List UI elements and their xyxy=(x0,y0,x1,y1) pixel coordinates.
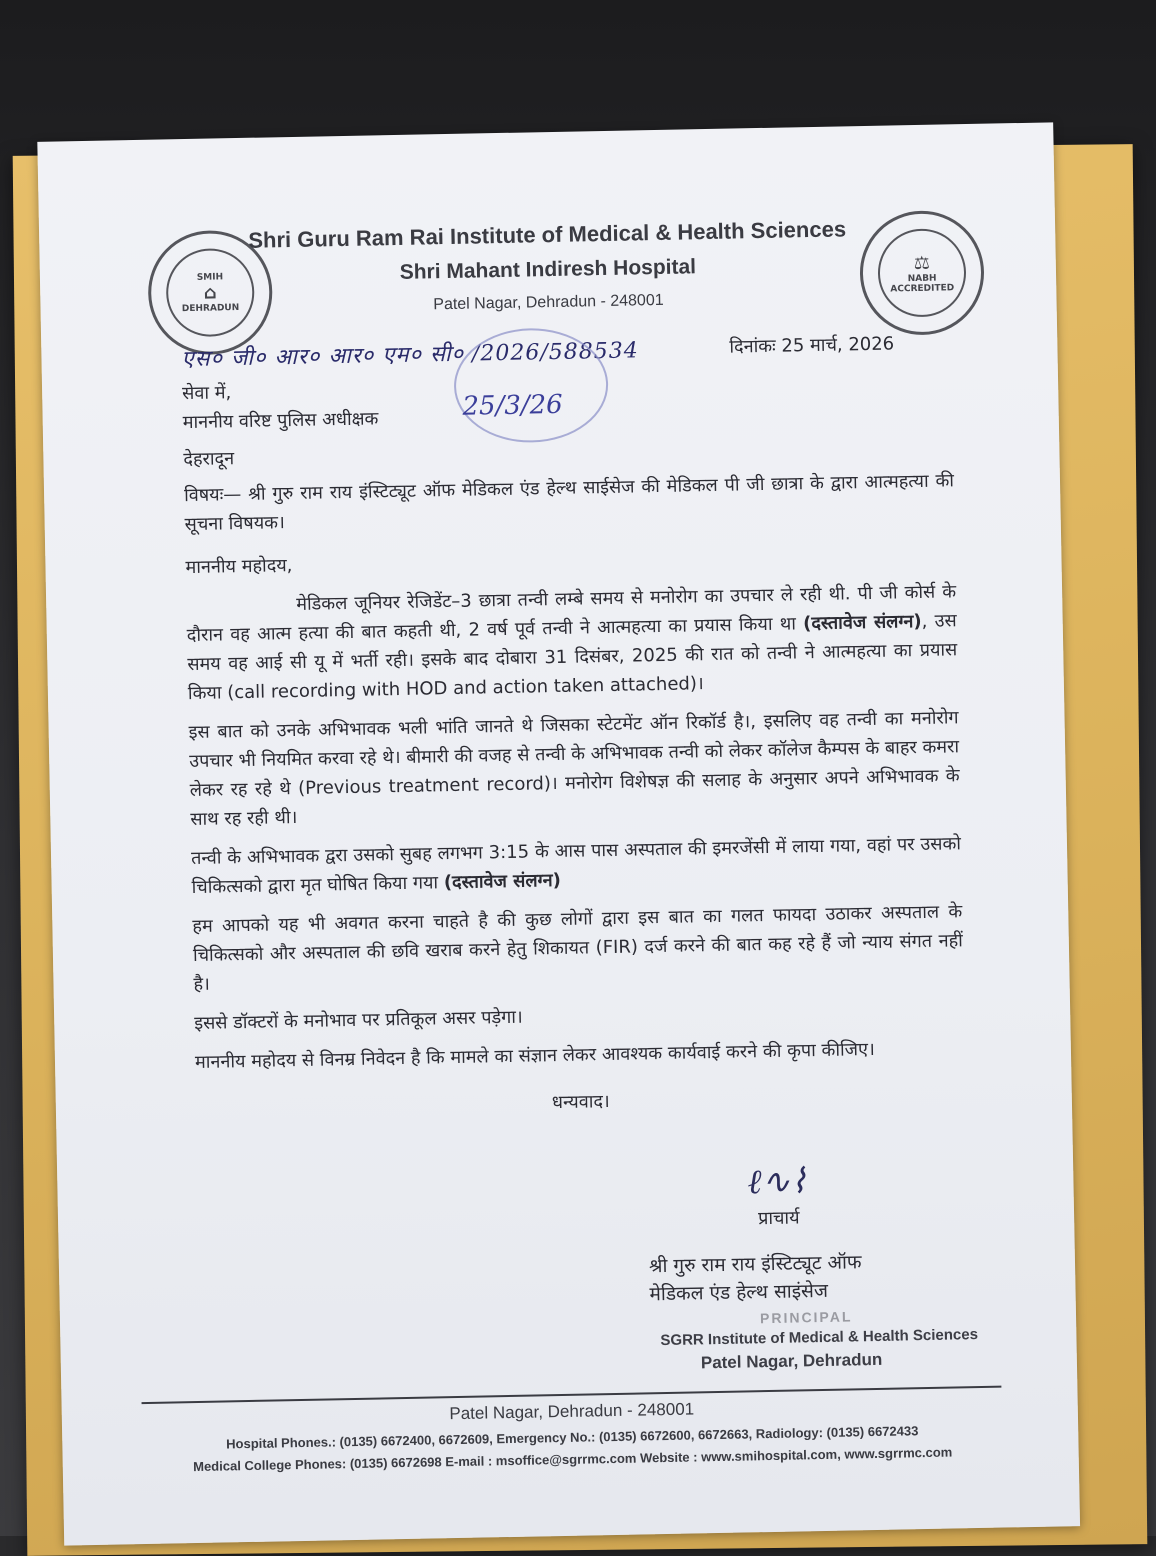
handwritten-signature: ℓ∿⌇ xyxy=(747,1161,808,1203)
seal-right-label: NABH xyxy=(907,273,937,284)
institute-seal-logo: SMIH ⌂ DEHRADUN xyxy=(147,229,273,355)
seal-left-sub: DEHRADUN xyxy=(181,302,240,314)
salutation: माननीय महोदय, xyxy=(185,555,293,579)
paragraph-1 xyxy=(186,577,958,708)
seal-left-label: SMIH xyxy=(196,271,224,283)
attachment-note: (दस्तावेज संलग्न) xyxy=(802,610,922,635)
hospital-name: Shri Mahant Indiresh Hospital xyxy=(399,255,697,284)
footer-address: Patel Nagar, Dehradun - 248001 xyxy=(449,1399,695,1424)
principal-stamp-institute: SGRR Institute of Medical & Health Sciences xyxy=(660,1326,979,1350)
paragraph-1-c: , उस समय वह आई सी यू में भर्ती रही। इसके बाद दोबारा 31 दिसंबर, 2025 की रात को तन्वी ने आत्महत्या का प्रयास किया (call recording with HOD and action taken attached)। xyxy=(187,610,958,705)
subject-line: विषयः— श्री गुरु राम राय इंस्टिट्यूट ऑफ मेडिकल एंड हेल्थ साईसेज की मेडिकल पी जी छात्रा के द्वारा आत्महत्या की सूचना विषयक। xyxy=(183,470,955,536)
header-address: Patel Nagar, Dehradun - 248001 xyxy=(433,291,664,314)
institute-name: Shri Guru Ram Rai Institute of Medical & Health Sciences xyxy=(248,216,847,253)
signature-institute-line-2: मेडिकल एंड हेल्थ साइंसेज xyxy=(649,1279,829,1306)
received-stamp-date: 25/3/26 xyxy=(462,389,563,422)
signature-institute-line-1: श्री गुरु राम राय इंस्टिट्यूट ऑफ xyxy=(648,1251,862,1278)
paragraph-3-a: तन्वी के अभिभावक द्वरा उसको सुबह लगभग 3:15 के आस पास अस्पताल की इमरजेंसी में लाया गया, वहां पर उसको चिकित्सको द्वारा मृत घोषित किया गया xyxy=(190,833,962,899)
paragraph-6: माननीय महोदय से विनम्र निवेदन है कि मामले का संज्ञान लेकर आवश्यक कार्यवाई करने की कृपा कीजिए। xyxy=(194,1038,876,1073)
principal-stamp-address: Patel Nagar, Dehradun xyxy=(700,1349,883,1373)
signature-title: प्राचार्य xyxy=(757,1207,800,1230)
attachment-note: (दस्तावेज संलग्न) xyxy=(443,869,562,894)
paragraph-3 xyxy=(191,829,962,902)
nabh-accreditation-seal-logo: ⚖ NABH ACCREDITED xyxy=(859,210,985,336)
recipient-block xyxy=(182,371,583,437)
paragraph-4: हम आपको यह भी अवगत करना चाहते है की कुछ लोगों द्वारा इस बात का गलत फायदा उठाकर अस्पताल के चिकित्सको और अस्पताल की छवि खराब करने हेतु शिकायत (FIR) दर्ज करने की बात कह रहे हैं जो न्याय संगत नहीं है। xyxy=(192,901,964,996)
footer-hospital-phones: Hospital Phones.: (0135) 6672400, 6672609, Emergency No.: (0135) 6672600, 6672663, Radiology: (0135) 6672433 xyxy=(226,1423,919,1452)
thanks: धन्यवाद। xyxy=(551,1091,610,1114)
paragraph-2: इस बात को उनके अभिभावक भली भांति जानते थे जिसका स्टेटमेंट ऑन रिकॉर्ड है।, इसलिए वह तन्वी का मनोरोग उपचार भी नियमित करवा रहे थे। बीमारी की वजह से तन्वी के अभिभावक तन्वी को लेकर कॉलेज कैम्पस के बाहर कमरा लेकर रह रहे थे (Previous treatment record)। मनोरोग विशेषज्ञ की सलाह के अनुसार अपने अभिभावक के साथ रह रही थी। xyxy=(188,707,960,831)
recipient-line-3: देहरादून xyxy=(183,448,235,471)
recipient-line-1: सेवा में, xyxy=(181,382,232,405)
letter-page xyxy=(37,122,1080,1545)
letter-body xyxy=(184,466,966,1134)
paragraph-1-a: मेडिकल जूनियर रेजिडेंट–3 छात्रा तन्वी लम्बे समय से मनोरोग का उपचार ले रही थी. पी जी कोर्स के दौरान वह आत्म हत्या की बात कहती थी, 2 वर्ष पूर्व तन्वी ने आत्महत्या का प्रयास किया था xyxy=(186,581,957,647)
letter-date: दिनांकः 25 मार्च, 2026 xyxy=(729,333,895,358)
footer-college-contacts: Medical College Phones: (0135) 6672698 E-mail : msoffice@sgrrmc.com Website : www.smihospital.com, www.sgrrmc.com xyxy=(193,1444,953,1475)
seal-right-sub: ACCREDITED xyxy=(890,282,955,295)
principal-stamp-title: PRINCIPAL xyxy=(759,1308,853,1327)
recipient-line-2: माननीय वरिष्ट पुलिस अधीक्षक xyxy=(182,408,379,434)
reference-number: एस० जी० आर० आर० एम० सी० /2026/588534 xyxy=(181,338,639,373)
paragraph-5: इससे डॉक्टरों के मनोभाव पर प्रतिकूल असर पड़ेगा। xyxy=(194,1006,523,1035)
